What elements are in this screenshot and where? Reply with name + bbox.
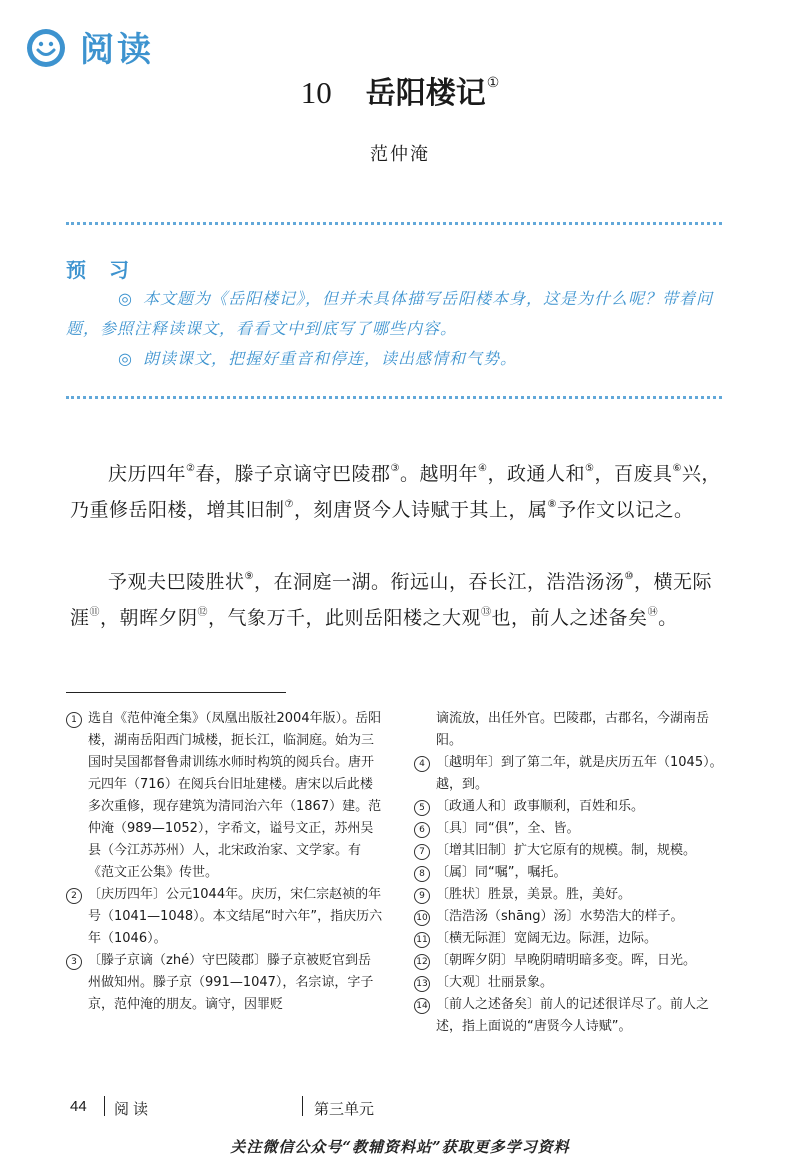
bullet-icon: ◎ [118, 289, 133, 308]
smiley-icon [26, 28, 66, 68]
title-note-mark: ① [486, 75, 500, 91]
author: 范仲淹 [370, 144, 430, 165]
footnote: 4 〔越明年〕到了第二年，就是庆历五年（1045）。越，到。 [414, 752, 732, 796]
footnote: 5 〔政通人和〕政事顺利，百姓和乐。 [414, 796, 732, 818]
lesson-title-text: 岳阳楼记 [365, 76, 486, 111]
preview-item-1 [66, 284, 722, 344]
footnote: 1 选自《范仲淹全集》（凤凰出版社2004年版）。岳阳楼，湖南岳阳西门城楼，扼长江，临洞庭。始为三国时吴国都督鲁肃训练水师时构筑的阅兵台。唐开元四年（716）在阅兵台旧址建楼。唐宋以后此楼多次重修，现存建筑为清同治六年（1867）建。范仲淹（989—1052），字希文，谥号文正，苏州吴县（今江苏苏州）人，北宋政治家、文学家。有《范文正公集》传世。 [66, 708, 384, 884]
footnote: 11 〔横无际涯〕宽阔无边。际涯，边际。 [414, 928, 732, 950]
footnote: 6 〔具〕同“俱”，全、皆。 [414, 818, 732, 840]
footnote: 13 〔大观〕壮丽景象。 [414, 972, 732, 994]
footnote: 9 〔胜状〕胜景，美景。胜，美好。 [414, 884, 732, 906]
footer-divider [302, 1096, 303, 1116]
preview-item-text: 本文题为《岳阳楼记》，但并未具体描写岳阳楼本身，这是为什么呢？带着问题，参照注释读课文，看看文中到底写了哪些内容。 [66, 289, 713, 338]
footnote-continuation: 谪流放，出任外官。巴陵郡，古郡名，今湖南岳阳。 [436, 711, 710, 748]
lesson-number: 10 [300, 75, 332, 110]
footnote: 10 〔浩浩汤（shāng）汤〕水势浩大的样子。 [414, 906, 732, 928]
section-label: 阅读 [80, 30, 154, 70]
preview-item-2 [66, 344, 722, 374]
footer-section: 阅读 [114, 1100, 153, 1118]
footnote: 7 〔增其旧制〕扩大它原有的规模。制，规模。 [414, 840, 732, 862]
body-paragraph-2: 予观夫巴陵胜状⑨，在洞庭一湖。衔远山，吞长江，浩浩汤汤⑩，横无际涯⑪，朝晖夕阴⑫，气象万千，此则岳阳楼之大观⑬也，前人之述备矣⑭。 [70, 571, 712, 629]
body-paragraph-1: 庆历四年②春，滕子京谪守巴陵郡③。越明年④，政通人和⑤，百废具⑥兴，乃重修岳阳楼，增其旧制⑦，刻唐贤今人诗赋于其上，属⑧予作文以记之。 [70, 463, 721, 521]
footnote: 2 〔庆历四年〕公元1044年。庆历，宋仁宗赵祯的年号（1041—1048）。本文结尾“时六年”，指庆历六年（1046）。 [66, 884, 384, 950]
footer-divider [104, 1096, 105, 1116]
page-number: 44 [70, 1098, 87, 1115]
footnotes-left-column [66, 708, 384, 1016]
footnotes-right-column [414, 708, 732, 1038]
preview-item-text: 朗读课文，把握好重音和停连，读出感情和气势。 [142, 349, 517, 368]
footnote-divider [66, 692, 286, 693]
footnote: 3 〔滕子京谪（zhé）守巴陵郡〕滕子京被贬官到岳州做知州。滕子京（991—1047），名宗谅，字子京，范仲淹的朋友。谪守，因罪贬 [66, 950, 384, 1016]
bullet-icon: ◎ [118, 349, 133, 368]
footnote: 14 〔前人之述备矣〕前人的记述很详尽了。前人之述，指上面说的“唐贤今人诗赋”。 [414, 994, 732, 1038]
footnote: 12 〔朝晖夕阴〕早晚阴晴明暗多变。晖，日光。 [414, 950, 732, 972]
lesson-title [0, 68, 800, 112]
footer-unit: 第三单元 [314, 1100, 375, 1118]
dotted-separator-top [66, 222, 722, 225]
preview-heading: 预 习 [66, 258, 137, 282]
dotted-separator-bottom [66, 396, 722, 399]
footnote: 8 〔属〕同“嘱”，嘱托。 [414, 862, 732, 884]
watermark-text: 关注微信公众号“教辅资料站”获取更多学习资料 [230, 1138, 570, 1156]
